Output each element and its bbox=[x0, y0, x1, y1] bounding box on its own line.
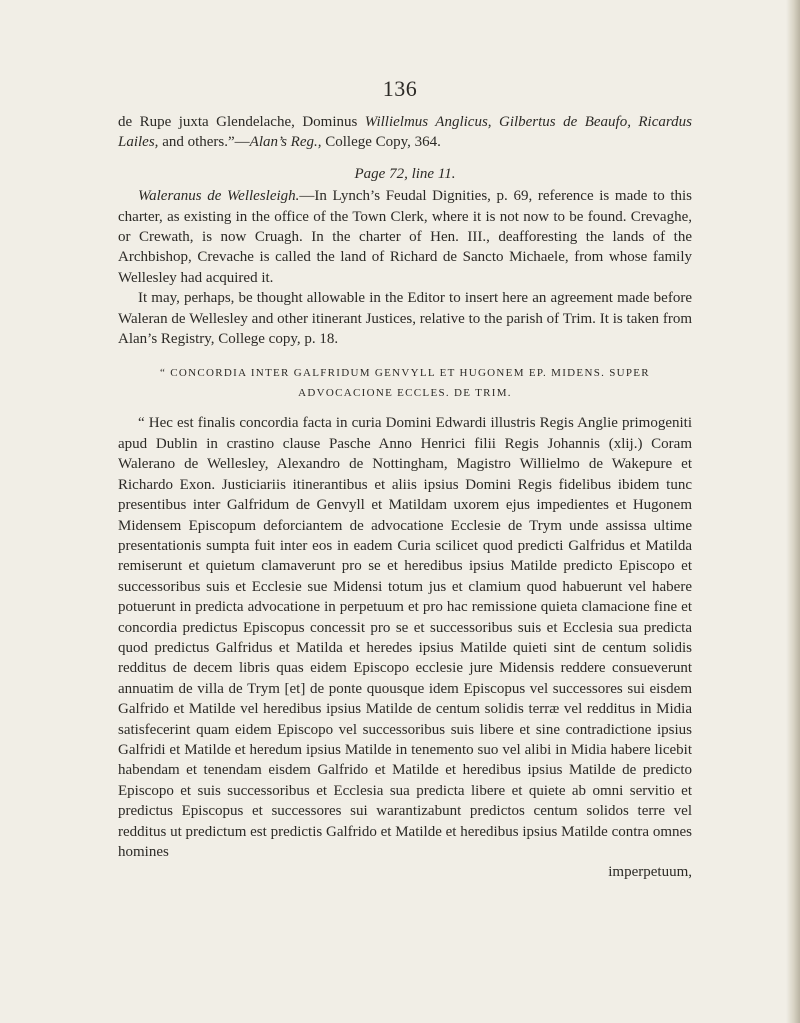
paragraph-continuation bbox=[118, 112, 692, 153]
catchword: imperpetuum, bbox=[608, 864, 692, 881]
document-title: “ CONCORDIA INTER GALFRIDUM GENVYLL ET HUGONEM EP. MIDENS. SUPER ADVOCACIONE ECCLES. DE TRIM. bbox=[160, 367, 650, 400]
italic-names: Willielmus Anglicus, Gilbertus de Beaufo, Ricardus Lailes, bbox=[118, 114, 692, 151]
note-heading: Page 72, line 11. bbox=[354, 165, 456, 182]
italic-source: Alan’s Reg., bbox=[249, 134, 322, 151]
text-run: College Copy, 364. bbox=[321, 134, 441, 151]
page-edge-shadow bbox=[786, 0, 800, 1023]
italic-lemma: Waleranus de Wellesleigh. bbox=[138, 188, 300, 205]
paragraph-agreement-intro: It may, perhaps, be thought allowable in the Editor to insert here an agreement made before Waleran de Wellesley and other itinerant Justices, relative to the parish of Trim. It is taken from Alan’s Registry, College copy, p. 18. bbox=[118, 290, 692, 348]
text-run: de Rupe juxta Glendelache, Dominus bbox=[118, 114, 365, 130]
latin-text: “ Hec est finalis concordia facta in curia Domini Edwardi illustris Regis Anglie primogeniti apud Dublin in crastino clause Pasche Anno Henrici filii Regis Johannis (xlij.) Coram Walerano de Wellesley, Alexandro de Nottingham, Magistro Willielmo de Wakepure et Richardo Exon. Justiciariis itinerantibus et aliis ipsius Domini Regis fidelibus ibidem tunc presentibus inter Galfridum de Genvyll et Matildam uxorem ejus impedientes et Hugonem Midensem Episcopum deforciantem de advocatione Ecclesie de Trym unde assissa ultime presentationis sumpta fuit inter eos in eadem Curia scilicet quod predicti Galfridus et Matilda remiserunt et quietum clamaverunt pro se et heredibus ipsius Matilde predicto Episcopo et successoribus suis et Ecclesie sue Midensi totum jus et clamium quod habuerunt vel habere potuerunt in predicta advocatione in perpetuum et pro hac remissione quieta clamacione fine et concordia predictus Episcopus concessit pro se et successoribus suis et Ecclesia sua predicta quod predictus Galfridus et Matilda et heredes ipsius Matilde quieti sint de centum solidis redditus de decem libris quas eidem Episcopo ecclesie jure Midensis reddere consueverunt annuatim de villa de Trym [et] de ponte quousque idem Episcopus vel successores sui eisdem Galfrido et Matilde vel heredibus ipsius Matilde de centum solidis terræ vel redditus in Midia satisfecerint quam eidem Episcopo vel successoribus suis libere et sine contradictione ipsius Galfridi et Matilde et heredum ipsius Matilde in tenemento suo vel alibi in Midia habere licebit habendam et tenendam eisdem Galfrido et Matilde et heredibus ipsius Matilde de predicto Episcopo et suis successoribus et Ecclesia sua predicta libere et quiete ab omni servitio et predictus Episcopus et successores sui warantizabunt predictos centum solidos terre vel redditus ut predictum est predictis Galfrido et Matilde et heredibus ipsius Matilde contra omnes homines bbox=[118, 415, 692, 860]
text-run: —In Lynch’s Feudal Dignities, p. 69, reference is made to this charter, as existing in the office of the Town Clerk, where it is not now to be found. Crevaghe, or Crewath, is now Cruagh. In the charter of Hen. III., deafforesting the lands of the Archbishop, Crevache is called the land of Richard de Sancto Michaele, from whose family Wellesley had acquired it. bbox=[118, 188, 693, 286]
text-run: and others.”— bbox=[158, 134, 250, 151]
page-number: 136 bbox=[382, 76, 418, 101]
paragraph-waleranus bbox=[118, 186, 692, 288]
page-body bbox=[118, 112, 692, 883]
